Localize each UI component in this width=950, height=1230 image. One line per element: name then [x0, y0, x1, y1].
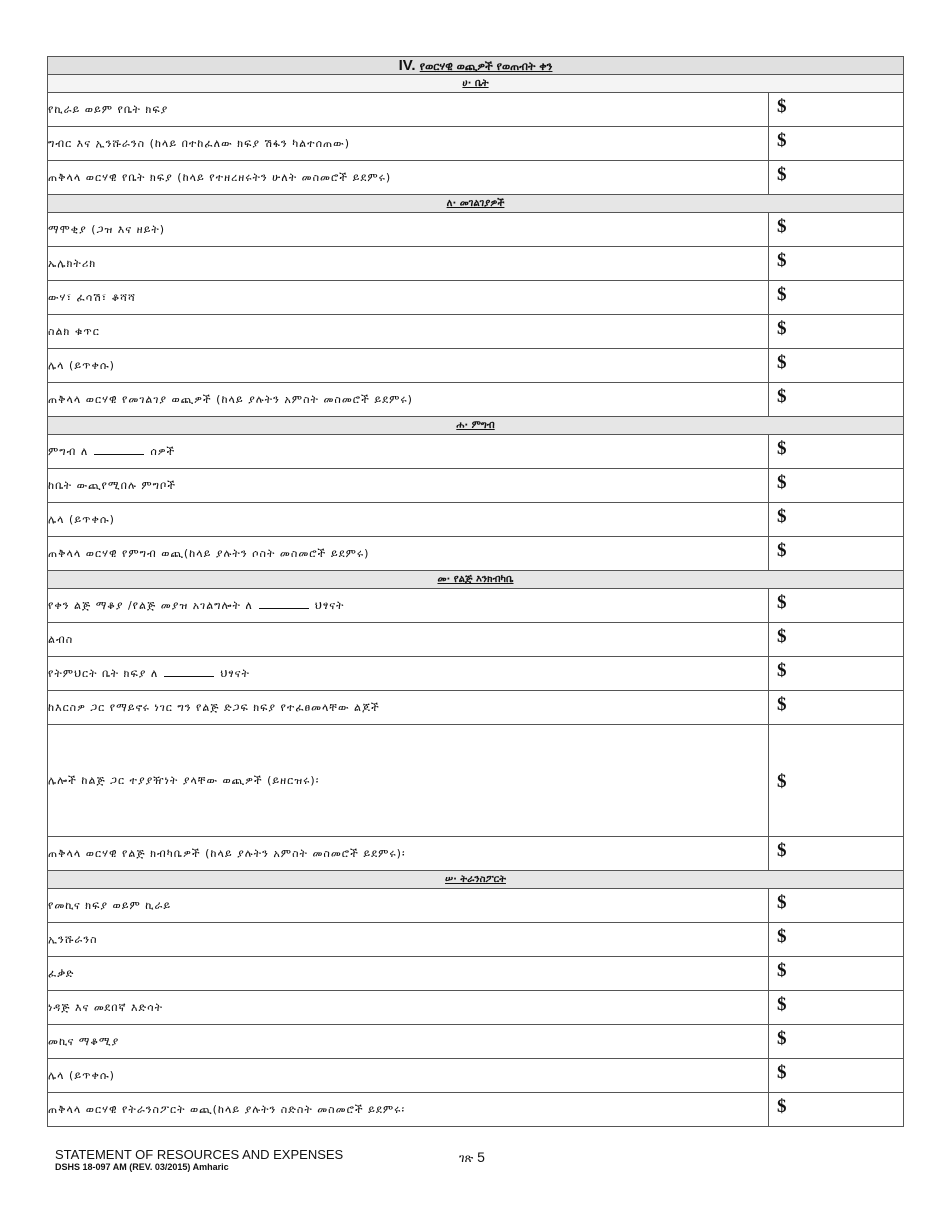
subsection-header-row: [48, 871, 904, 889]
subsection-title: ሠ· ትራንስፖርት: [48, 871, 904, 889]
amount-field[interactable]: [769, 161, 904, 195]
dollar-sign: $: [777, 925, 787, 947]
expense-label-cell: [48, 1025, 769, 1059]
expense-label-cell: [48, 1093, 769, 1127]
count-blank-field[interactable]: [164, 667, 214, 677]
expense-label-suffix: ህፃናት: [314, 598, 345, 612]
dollar-sign: $: [777, 693, 787, 715]
expense-label: ሌላ (ይጥቀሱ): [48, 512, 115, 526]
expense-label: የመኪና ክፍያ ወይም ኪራይ: [48, 898, 172, 912]
expense-label: ሌላ (ይጥቀሱ): [48, 358, 115, 372]
amount-field[interactable]: [769, 537, 904, 571]
expense-label: ልብስ: [48, 632, 74, 646]
amount-field[interactable]: [769, 349, 904, 383]
subsection-header-row: [48, 417, 904, 435]
expense-row: [48, 957, 904, 991]
section-title-text: የወርሃዊ ወጪዎች የወጠብት ቀን: [419, 60, 553, 73]
expense-row: [48, 1093, 904, 1127]
dollar-sign: $: [777, 317, 787, 339]
expense-label-cell: [48, 315, 769, 349]
expense-row: [48, 435, 904, 469]
expense-label: ነዳጅ እና መደበኛ እድሳት: [48, 1000, 164, 1014]
form-section-title-row: [48, 57, 904, 75]
expense-label: ጠቅላላ ወርሃዊ የቤት ክፍያ (ከላይ የተዘረዘሩትን ሁለት መስመሮች ይደምሩ): [48, 170, 392, 184]
expense-label: ጠቅላላ ወርሃዊ የልጅ ክብካቤዎች (ከላይ ያሉትን አምስት መስመሮች ይደምሩ)፡: [48, 846, 406, 860]
expense-row: [48, 1059, 904, 1093]
dollar-sign: $: [777, 385, 787, 407]
expense-label: ጠቅላላ ወርሃዊ የምግብ ወጪ(ከላይ ያሉትን ሶስት መስመሮች ይደምሩ): [48, 546, 370, 560]
expense-label-cell: [48, 469, 769, 503]
amount-field[interactable]: [769, 837, 904, 871]
amount-field[interactable]: [769, 589, 904, 623]
expense-label: ስልክ ቁጥር: [48, 324, 100, 338]
dollar-sign: $: [777, 959, 787, 981]
expense-row: [48, 213, 904, 247]
expense-label-cell: [48, 837, 769, 871]
amount-field[interactable]: [769, 657, 904, 691]
expense-row: [48, 161, 904, 195]
dollar-sign: $: [777, 625, 787, 647]
expense-label-cell: [48, 991, 769, 1025]
dollar-sign: $: [777, 215, 787, 237]
dollar-sign: $: [777, 1095, 787, 1117]
expense-label-cell: [48, 657, 769, 691]
footer-page: [459, 1149, 485, 1166]
expense-label: ውሃ፣ ፈሳሽ፣ ቆሻሻ: [48, 290, 136, 304]
expense-row: [48, 991, 904, 1025]
expense-label-cell: [48, 435, 769, 469]
expense-label: ፈቃድ: [48, 966, 75, 980]
footer-form-number: DSHS 18-097 AM (REV. 03/2015) Amharic: [55, 1162, 229, 1172]
expense-label-cell: [48, 589, 769, 623]
expense-row: [48, 837, 904, 871]
amount-field[interactable]: [769, 503, 904, 537]
expense-row: [48, 589, 904, 623]
dollar-sign: $: [777, 249, 787, 271]
expense-row: [48, 623, 904, 657]
amount-field[interactable]: [769, 435, 904, 469]
expense-label-cell: [48, 213, 769, 247]
expense-row: [48, 537, 904, 571]
expense-label: ማሞቂያ (ጋዝ እና ዘይት): [48, 222, 166, 236]
expense-row: [48, 657, 904, 691]
amount-field[interactable]: [769, 623, 904, 657]
expense-row: [48, 315, 904, 349]
amount-field[interactable]: [769, 923, 904, 957]
amount-field[interactable]: [769, 213, 904, 247]
expense-row: [48, 281, 904, 315]
dollar-sign: $: [777, 351, 787, 373]
expense-label: ኢንሹራንስ: [48, 932, 98, 946]
expense-label: የኪራይ ወይም የቤት ክፍያ: [48, 102, 169, 116]
amount-field[interactable]: [769, 691, 904, 725]
amount-field[interactable]: [769, 315, 904, 349]
expense-label-cell: [48, 1059, 769, 1093]
subsection-header-row: [48, 195, 904, 213]
amount-field[interactable]: [769, 281, 904, 315]
expense-label-suffix: ሰዎች: [150, 444, 176, 458]
expense-label-cell: [48, 623, 769, 657]
subsection-header-row: [48, 571, 904, 589]
expense-label-cell: [48, 889, 769, 923]
expense-label-cell: [48, 957, 769, 991]
subsection-title: ሐ· ምግብ: [48, 417, 904, 435]
footer-title: STATEMENT OF RESOURCES AND EXPENSES: [55, 1147, 344, 1162]
dollar-sign: $: [777, 129, 787, 151]
expense-label-cell: [48, 537, 769, 571]
expense-label: ሌላ (ይጥቀሱ): [48, 1068, 115, 1082]
expense-label-cell: [48, 383, 769, 417]
amount-field[interactable]: [769, 725, 904, 837]
expense-label-cell: [48, 247, 769, 281]
count-blank-field[interactable]: [259, 599, 309, 609]
amount-field[interactable]: [769, 127, 904, 161]
dollar-sign: $: [777, 437, 787, 459]
dollar-sign: $: [777, 283, 787, 305]
expense-row: [48, 383, 904, 417]
amount-field[interactable]: [769, 957, 904, 991]
page-label: ገጽ: [459, 1151, 474, 1165]
expense-label: መኪና ማቆሚያ: [48, 1034, 120, 1048]
expense-label-cell: [48, 93, 769, 127]
expense-label: የትምህርት ቤት ክፍያ ለ: [48, 666, 159, 680]
amount-field[interactable]: [769, 1093, 904, 1127]
form-section-title: [48, 57, 904, 75]
subsection-title: ሀ· ቤት: [48, 75, 904, 93]
page-number: 5: [477, 1149, 485, 1165]
dollar-sign: $: [777, 471, 787, 493]
expense-row: [48, 247, 904, 281]
dollar-sign: $: [777, 993, 787, 1015]
dollar-sign: $: [777, 891, 787, 913]
dollar-sign: $: [777, 163, 787, 185]
subsection-header-row: [48, 75, 904, 93]
expense-row: [48, 725, 904, 837]
dollar-sign: $: [777, 839, 787, 861]
expense-label: ምግብ ለ: [48, 444, 89, 458]
expense-label-cell: [48, 503, 769, 537]
dollar-sign: $: [777, 659, 787, 681]
expense-label: ኤሌክትሪክ: [48, 256, 97, 270]
amount-field[interactable]: [769, 93, 904, 127]
amount-field[interactable]: [769, 991, 904, 1025]
expense-row: [48, 691, 904, 725]
expense-label-cell: [48, 281, 769, 315]
expense-label-cell: [48, 349, 769, 383]
expense-label: ሌሎች ከልጅ ጋር ተያያዥነት ያላቸው ወጪዎች (ይዘርዝሩ)፡: [48, 773, 320, 787]
expense-row: [48, 93, 904, 127]
dollar-sign: $: [777, 95, 787, 117]
subsection-title: ለ· መገልገያዎች: [48, 195, 904, 213]
amount-field[interactable]: [769, 247, 904, 281]
dollar-sign: $: [777, 591, 787, 613]
expense-label-cell: [48, 161, 769, 195]
expense-row: [48, 1025, 904, 1059]
expense-label-cell: [48, 127, 769, 161]
amount-field[interactable]: [769, 889, 904, 923]
amount-field[interactable]: [769, 1025, 904, 1059]
expense-label: ከቤት ውጪየሚበሉ ምግቦች: [48, 478, 177, 492]
amount-field[interactable]: [769, 1059, 904, 1093]
monthly-expenses-table: [47, 56, 904, 1127]
expense-label-suffix: ህፃናት: [220, 666, 250, 680]
expense-label: የቀን ልጅ ማቆያ /የልጅ መያዝ አገልግሎት ለ: [48, 598, 253, 612]
dollar-sign: $: [777, 1061, 787, 1083]
expense-label-cell: [48, 725, 769, 837]
expense-row: [48, 349, 904, 383]
expense-label-cell: [48, 691, 769, 725]
dollar-sign: $: [777, 771, 787, 792]
expense-row: [48, 923, 904, 957]
expense-label: ግብር እና ኢንሹራንስ (ከላይ በተከፈለው ክፍያ ሽፋን ካልተሰጠው): [48, 136, 351, 150]
expense-row: [48, 469, 904, 503]
dollar-sign: $: [777, 539, 787, 561]
expense-label: ከእርስዎ ጋር የማይኖሩ ነገር ግን የልጅ ድጋፍ ክፍያ የተፈፀመላቸው ልጆች: [48, 700, 380, 714]
section-roman-numeral: IV.: [398, 57, 416, 74]
expense-row: [48, 503, 904, 537]
expense-label-cell: [48, 923, 769, 957]
dollar-sign: $: [777, 1027, 787, 1049]
expense-row: [48, 127, 904, 161]
subsection-title: መ· የልጅ እንክብካቤ: [48, 571, 904, 589]
expense-label: ጠቅላላ ወርሃዊ የመገልገያ ወጪዎች (ከላይ ያሉትን አምስት መስመሮች ይደምሩ): [48, 392, 413, 406]
amount-field[interactable]: [769, 469, 904, 503]
amount-field[interactable]: [769, 383, 904, 417]
count-blank-field[interactable]: [94, 445, 144, 455]
expense-row: [48, 889, 904, 923]
dollar-sign: $: [777, 505, 787, 527]
expense-label: ጠቅላላ ወርሃዊ የትራንስፖርት ወጪ(ከላይ ያሉትን ስድስት መስመሮች ይደምሩ፡: [48, 1102, 406, 1116]
